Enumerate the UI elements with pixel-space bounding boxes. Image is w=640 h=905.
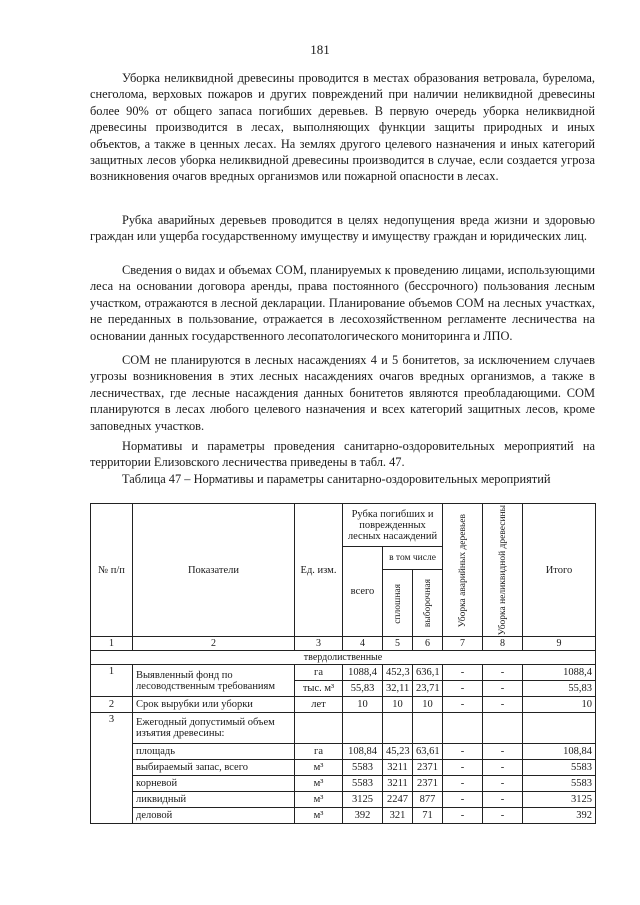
paragraph-table-reference: Нормативы и параметры проведения санитарно-оздоровительных мероприятий на территории Елизовского лесничества приведены в табл. 47.	[90, 439, 595, 470]
table-row	[91, 744, 596, 760]
cell-total: 3125	[343, 792, 383, 808]
row-label: корневой	[133, 776, 295, 792]
header-row-1	[91, 504, 596, 547]
header-unit: Ед. изм.	[295, 504, 343, 637]
cell-itogo	[523, 713, 596, 744]
cell-itogo: 5583	[523, 760, 596, 776]
cell-selective: 63,61	[413, 744, 443, 760]
cell-total: 55,83	[343, 681, 383, 697]
cell-clear: 10	[383, 697, 413, 713]
row-label: ликвидный	[133, 792, 295, 808]
row-unit: га	[295, 665, 343, 681]
paragraph-emergency-trees: Рубка аварийных деревьев проводится в целях недопущения вреда жизни и здоровью граждан или ущерба государственному имуществу и имуществу граждан и юридических лиц.	[90, 213, 595, 244]
cell-selective: 10	[413, 697, 443, 713]
header-selective-text: выборочная	[422, 579, 433, 628]
row-unit: м³	[295, 760, 343, 776]
cell-selective: 2371	[413, 776, 443, 792]
cell-itogo: 392	[523, 808, 596, 824]
cell-clear	[383, 713, 413, 744]
row-label: Срок вырубки или уборки	[133, 697, 295, 713]
paragraph-illiquid-removal: Уборка неликвидной древесины проводится в местах образования ветровала, бурелома, снеголома, верховых пожаров и других повреждений при наличии неликвидной древесины более 90% от общего запаса погибших деревьев. В первую очередь уборка неликвидной древесины производится в лесах, выполняющих функции защиты природных и иных объектов, а также в ценных лесах. На землях другого целевого назначения и иных категорий защитных лесов уборка неликвидной древесины производится в случае, если создается угроза возникновения очагов вредных организмов или пожарной опасности в лесах.	[90, 71, 595, 184]
row-unit: лет	[295, 697, 343, 713]
paragraph-som-planning: Сведения о видах и объемах СОМ, планируемых к проведению лицами, использующими леса на основании договора аренды, права постоянного (бессрочного) пользования лесным участком, отражаются в лесной декларации. Планирование объемов СОМ на лесных участках, не переданных в пользование, отражается в лесохозяйственном регламенте лесничества на основании данных государственного лесопатологического мониторинга и ЛПО.	[90, 263, 595, 343]
header-itogo: Итого	[523, 504, 596, 637]
cell-illiquid: -	[483, 681, 523, 697]
header-clear	[383, 570, 413, 637]
table-row	[91, 760, 596, 776]
cell-total	[343, 713, 383, 744]
norms-table	[90, 503, 596, 824]
row-num: 1	[91, 665, 133, 697]
section-label: твердолиственные	[91, 651, 596, 665]
index-row	[91, 637, 596, 651]
cell-selective	[413, 713, 443, 744]
header-emergency	[443, 504, 483, 637]
table-row	[91, 697, 596, 713]
cell-emergency: -	[443, 792, 483, 808]
cell-total: 10	[343, 697, 383, 713]
cell-emergency: -	[443, 665, 483, 681]
cell-total: 392	[343, 808, 383, 824]
cell-itogo: 108,84	[523, 744, 596, 760]
table-row	[91, 665, 596, 681]
cell-selective: 71	[413, 808, 443, 824]
row-unit: м³	[295, 792, 343, 808]
header-including: в том числе	[383, 547, 443, 570]
header-emergency-text: Уборка аварийных деревьев	[457, 513, 468, 627]
cell-clear: 45,23	[383, 744, 413, 760]
section-row	[91, 651, 596, 665]
cell-clear: 3211	[383, 760, 413, 776]
cell-clear: 32,11	[383, 681, 413, 697]
table-row	[91, 713, 596, 744]
cell-itogo: 3125	[523, 792, 596, 808]
table-row	[91, 808, 596, 824]
index-cell: 4	[343, 637, 383, 651]
cell-itogo: 1088,4	[523, 665, 596, 681]
row-unit	[295, 713, 343, 744]
index-cell: 7	[443, 637, 483, 651]
cell-clear: 321	[383, 808, 413, 824]
cell-itogo: 5583	[523, 776, 596, 792]
cell-total: 5583	[343, 760, 383, 776]
cell-illiquid	[483, 713, 523, 744]
cell-total: 1088,4	[343, 665, 383, 681]
row-label: деловой	[133, 808, 295, 824]
row-label: площадь	[133, 744, 295, 760]
header-felling-group: Рубка погибших и поврежденных лесных насаждений	[343, 504, 443, 547]
cell-illiquid: -	[483, 744, 523, 760]
cell-selective: 636,1	[413, 665, 443, 681]
row-label: выбираемый запас, всего	[133, 760, 295, 776]
cell-emergency	[443, 713, 483, 744]
cell-emergency: -	[443, 808, 483, 824]
cell-illiquid: -	[483, 776, 523, 792]
cell-emergency: -	[443, 697, 483, 713]
index-cell: 6	[413, 637, 443, 651]
cell-emergency: -	[443, 776, 483, 792]
cell-clear: 452,3	[383, 665, 413, 681]
cell-itogo: 10	[523, 697, 596, 713]
row-unit: тыс. м³	[295, 681, 343, 697]
row-num: 3	[91, 713, 133, 824]
cell-selective: 2371	[413, 760, 443, 776]
header-illiquid	[483, 504, 523, 637]
row-label: Ежегодный допустимый объем изъятия древесины:	[133, 713, 295, 744]
table-caption: Таблица 47 – Нормативы и параметры санитарно-оздоровительных мероприятий	[122, 472, 551, 486]
index-cell: 1	[91, 637, 133, 651]
header-selective	[413, 570, 443, 637]
cell-illiquid: -	[483, 808, 523, 824]
row-unit: м³	[295, 776, 343, 792]
cell-selective: 877	[413, 792, 443, 808]
cell-illiquid: -	[483, 760, 523, 776]
row-num: 2	[91, 697, 133, 713]
cell-emergency: -	[443, 744, 483, 760]
cell-total: 108,84	[343, 744, 383, 760]
cell-selective: 23,71	[413, 681, 443, 697]
index-cell: 9	[523, 637, 596, 651]
cell-illiquid: -	[483, 665, 523, 681]
table-row	[91, 792, 596, 808]
header-total: всего	[343, 547, 383, 637]
cell-illiquid: -	[483, 697, 523, 713]
index-cell: 5	[383, 637, 413, 651]
table-row	[91, 776, 596, 792]
header-num: № п/п	[91, 504, 133, 637]
header-illiquid-text: Уборка неликвидной древесины	[497, 505, 508, 636]
header-clear-text: сплошная	[392, 583, 403, 624]
header-indicator: Показатели	[133, 504, 295, 637]
index-cell: 2	[133, 637, 295, 651]
page-number: 181	[310, 42, 330, 57]
index-cell: 8	[483, 637, 523, 651]
cell-emergency: -	[443, 681, 483, 697]
cell-emergency: -	[443, 760, 483, 776]
cell-total: 5583	[343, 776, 383, 792]
row-label: Выявленный фонд по лесоводственным требованиям	[133, 665, 295, 697]
paragraph-som-bonitet: СОМ не планируются в лесных насаждениях 4 и 5 бонитетов, за исключением случаев угрозы возникновения в этих лесных насаждениях очагов вредных организмов, а также в лесничествах, где лесные насаждения данных бонитетов являются преобладающими. СОМ планируются в лесах любого целевого назначения и всех категорий защитных лесов, кроме заповедных участков.	[90, 353, 595, 433]
cell-clear: 2247	[383, 792, 413, 808]
cell-itogo: 55,83	[523, 681, 596, 697]
cell-illiquid: -	[483, 792, 523, 808]
cell-clear: 3211	[383, 776, 413, 792]
row-unit: м³	[295, 808, 343, 824]
row-unit: га	[295, 744, 343, 760]
index-cell: 3	[295, 637, 343, 651]
